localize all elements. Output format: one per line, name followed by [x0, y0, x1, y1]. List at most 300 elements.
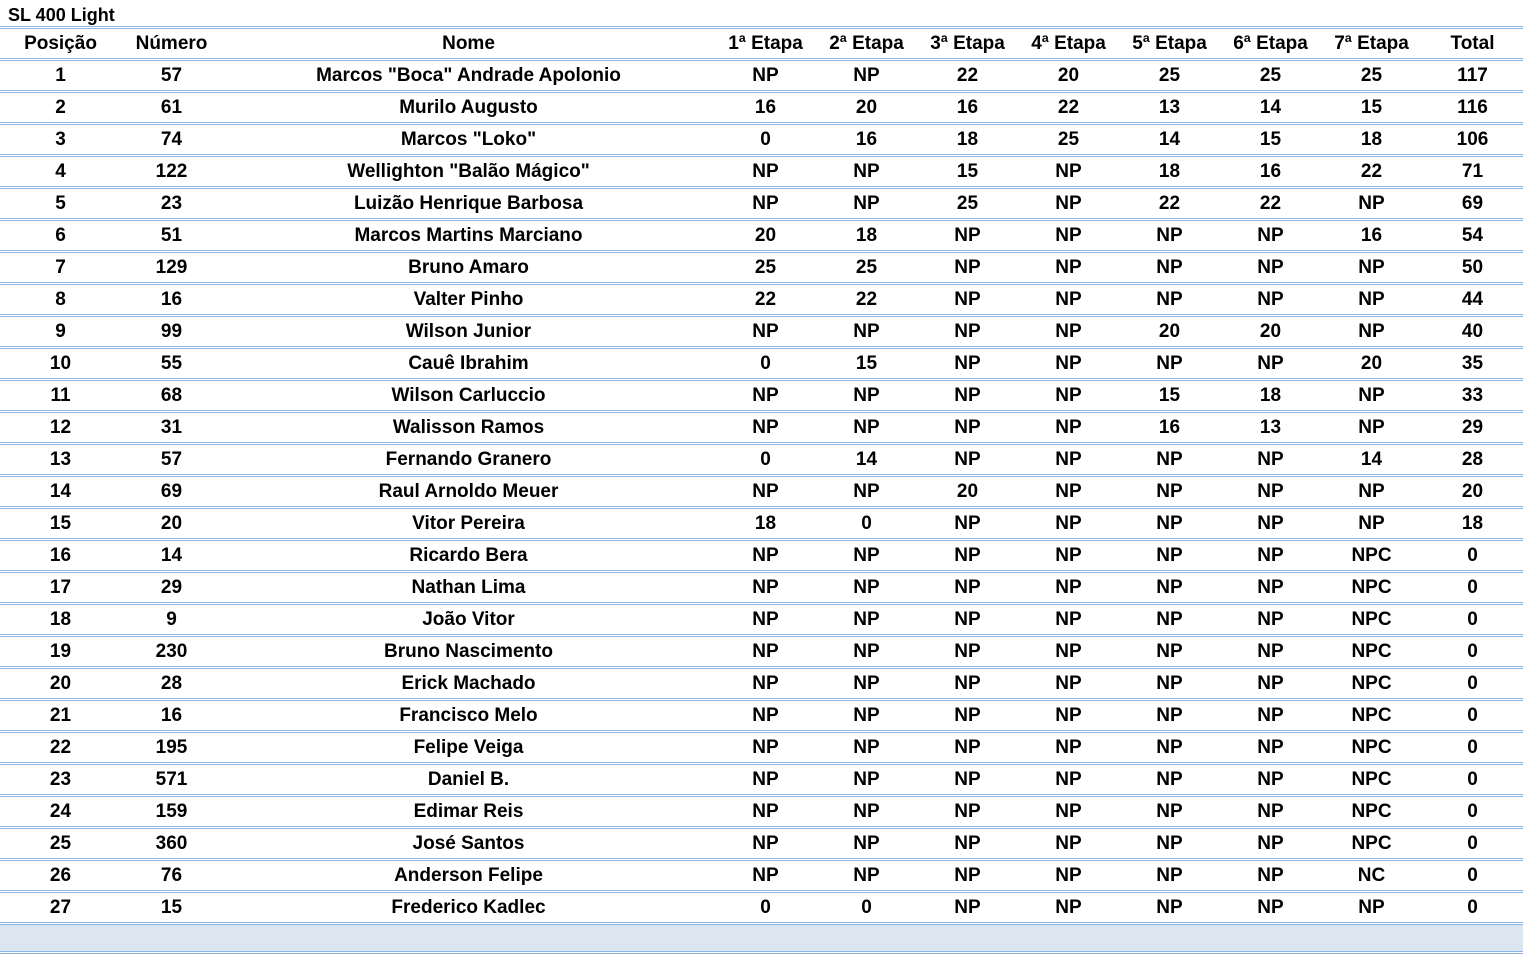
cell-etapa-1: NP — [715, 60, 816, 92]
table-row — [0, 860, 1523, 892]
col-header-etapa-2: 2ª Etapa — [816, 29, 917, 60]
cell-etapa-4: NP — [1018, 348, 1119, 380]
cell-etapa-1: 0 — [715, 892, 816, 924]
cell-etapa-2: NP — [816, 572, 917, 604]
cell-etapa-2: NP — [816, 828, 917, 860]
cell-nome: Cauê Ibrahim — [222, 348, 715, 380]
cell-etapa-6: 14 — [1220, 92, 1321, 124]
cell-etapa-1: NP — [715, 572, 816, 604]
cell-etapa-3: NP — [917, 284, 1018, 316]
cell-etapa-1: 16 — [715, 92, 816, 124]
cell-etapa-4: NP — [1018, 796, 1119, 828]
cell-total: 44 — [1422, 284, 1523, 316]
standings-table — [0, 29, 1523, 954]
cell-total: 33 — [1422, 380, 1523, 412]
cell-etapa-3: NP — [917, 348, 1018, 380]
cell-etapa-1: NP — [715, 540, 816, 572]
cell-etapa-4: NP — [1018, 892, 1119, 924]
cell-posicao: 6 — [0, 220, 121, 252]
cell-etapa-6: NP — [1220, 828, 1321, 860]
cell-posicao: 23 — [0, 764, 121, 796]
cell-etapa-3: NP — [917, 316, 1018, 348]
cell-etapa-4: NP — [1018, 380, 1119, 412]
cell-etapa-1: NP — [715, 636, 816, 668]
cell-etapa-5: 25 — [1119, 60, 1220, 92]
cell-etapa-2: 16 — [816, 124, 917, 156]
cell-etapa-4: NP — [1018, 220, 1119, 252]
cell-etapa-2: NP — [816, 380, 917, 412]
cell-etapa-2: 14 — [816, 444, 917, 476]
cell-etapa-3: NP — [917, 796, 1018, 828]
cell-etapa-2: 18 — [816, 220, 917, 252]
cell-numero: 159 — [121, 796, 222, 828]
cell-etapa-4: NP — [1018, 764, 1119, 796]
cell-etapa-7: NP — [1321, 476, 1422, 508]
cell-etapa-3: NP — [917, 732, 1018, 764]
cell-total: 50 — [1422, 252, 1523, 284]
cell-total: 0 — [1422, 892, 1523, 924]
cell-etapa-4: NP — [1018, 860, 1119, 892]
table-row — [0, 828, 1523, 860]
cell-posicao: 14 — [0, 476, 121, 508]
cell-posicao: 25 — [0, 828, 121, 860]
cell-etapa-4: NP — [1018, 284, 1119, 316]
cell-etapa-7: NPC — [1321, 732, 1422, 764]
footer-row — [0, 924, 1523, 953]
cell-etapa-6: NP — [1220, 892, 1321, 924]
table-row — [0, 508, 1523, 540]
cell-nome: Marcos "Loko" — [222, 124, 715, 156]
table-row — [0, 572, 1523, 604]
cell-numero: 61 — [121, 92, 222, 124]
cell-total: 35 — [1422, 348, 1523, 380]
cell-posicao: 10 — [0, 348, 121, 380]
cell-etapa-2: NP — [816, 540, 917, 572]
cell-etapa-6: 20 — [1220, 316, 1321, 348]
cell-posicao: 27 — [0, 892, 121, 924]
table-row — [0, 764, 1523, 796]
cell-posicao: 26 — [0, 860, 121, 892]
cell-etapa-7: NPC — [1321, 604, 1422, 636]
cell-nome: Valter Pinho — [222, 284, 715, 316]
cell-etapa-5: NP — [1119, 700, 1220, 732]
cell-etapa-5: NP — [1119, 284, 1220, 316]
cell-etapa-4: NP — [1018, 700, 1119, 732]
cell-numero: 31 — [121, 412, 222, 444]
table-row — [0, 348, 1523, 380]
cell-etapa-3: NP — [917, 828, 1018, 860]
cell-etapa-7: NP — [1321, 508, 1422, 540]
cell-etapa-7: 14 — [1321, 444, 1422, 476]
cell-etapa-7: NPC — [1321, 796, 1422, 828]
cell-etapa-5: 16 — [1119, 412, 1220, 444]
cell-etapa-1: NP — [715, 412, 816, 444]
cell-etapa-7: NP — [1321, 892, 1422, 924]
cell-total: 69 — [1422, 188, 1523, 220]
cell-nome: Nathan Lima — [222, 572, 715, 604]
cell-etapa-3: NP — [917, 700, 1018, 732]
cell-etapa-2: 25 — [816, 252, 917, 284]
cell-nome: Marcos "Boca" Andrade Apolonio — [222, 60, 715, 92]
cell-etapa-6: 25 — [1220, 60, 1321, 92]
cell-etapa-7: NPC — [1321, 636, 1422, 668]
cell-etapa-1: NP — [715, 380, 816, 412]
cell-numero: 74 — [121, 124, 222, 156]
cell-etapa-5: 22 — [1119, 188, 1220, 220]
cell-etapa-1: NP — [715, 700, 816, 732]
cell-etapa-1: 20 — [715, 220, 816, 252]
cell-total: 71 — [1422, 156, 1523, 188]
cell-etapa-6: 22 — [1220, 188, 1321, 220]
cell-numero: 68 — [121, 380, 222, 412]
cell-posicao: 21 — [0, 700, 121, 732]
cell-posicao: 16 — [0, 540, 121, 572]
cell-etapa-4: NP — [1018, 604, 1119, 636]
cell-nome: Wilson Carluccio — [222, 380, 715, 412]
cell-etapa-1: 18 — [715, 508, 816, 540]
col-header-etapa-7: 7ª Etapa — [1321, 29, 1422, 60]
cell-etapa-1: NP — [715, 604, 816, 636]
cell-numero: 15 — [121, 892, 222, 924]
cell-etapa-2: NP — [816, 412, 917, 444]
cell-etapa-2: NP — [816, 316, 917, 348]
cell-etapa-4: NP — [1018, 508, 1119, 540]
table-row — [0, 476, 1523, 508]
cell-nome: Ricardo Bera — [222, 540, 715, 572]
cell-nome: Wilson Junior — [222, 316, 715, 348]
cell-etapa-3: NP — [917, 892, 1018, 924]
cell-etapa-7: 22 — [1321, 156, 1422, 188]
table-row — [0, 732, 1523, 764]
cell-numero: 29 — [121, 572, 222, 604]
table-row — [0, 700, 1523, 732]
cell-posicao: 20 — [0, 668, 121, 700]
cell-posicao: 9 — [0, 316, 121, 348]
cell-etapa-7: NP — [1321, 316, 1422, 348]
cell-etapa-6: NP — [1220, 700, 1321, 732]
cell-etapa-4: NP — [1018, 444, 1119, 476]
cell-numero: 57 — [121, 444, 222, 476]
cell-etapa-1: NP — [715, 316, 816, 348]
cell-etapa-7: NPC — [1321, 572, 1422, 604]
cell-etapa-4: NP — [1018, 412, 1119, 444]
cell-etapa-5: NP — [1119, 252, 1220, 284]
cell-total: 18 — [1422, 508, 1523, 540]
cell-etapa-5: NP — [1119, 732, 1220, 764]
cell-etapa-5: NP — [1119, 860, 1220, 892]
cell-etapa-4: NP — [1018, 668, 1119, 700]
cell-numero: 360 — [121, 828, 222, 860]
cell-etapa-1: 0 — [715, 124, 816, 156]
cell-etapa-3: 18 — [917, 124, 1018, 156]
cell-etapa-4: 20 — [1018, 60, 1119, 92]
cell-etapa-6: NP — [1220, 220, 1321, 252]
cell-etapa-1: 22 — [715, 284, 816, 316]
cell-numero: 9 — [121, 604, 222, 636]
cell-etapa-7: NP — [1321, 412, 1422, 444]
cell-total: 0 — [1422, 540, 1523, 572]
table-row — [0, 220, 1523, 252]
cell-etapa-7: NP — [1321, 252, 1422, 284]
table-row — [0, 412, 1523, 444]
cell-numero: 16 — [121, 284, 222, 316]
cell-etapa-6: 16 — [1220, 156, 1321, 188]
cell-etapa-5: 18 — [1119, 156, 1220, 188]
cell-etapa-6: NP — [1220, 540, 1321, 572]
cell-nome: João Vitor — [222, 604, 715, 636]
cell-etapa-3: NP — [917, 444, 1018, 476]
table-row — [0, 316, 1523, 348]
table-row — [0, 636, 1523, 668]
cell-etapa-5: 14 — [1119, 124, 1220, 156]
cell-etapa-6: NP — [1220, 796, 1321, 828]
cell-nome: Bruno Amaro — [222, 252, 715, 284]
cell-numero: 129 — [121, 252, 222, 284]
cell-etapa-3: 15 — [917, 156, 1018, 188]
cell-etapa-7: NPC — [1321, 764, 1422, 796]
cell-etapa-7: 18 — [1321, 124, 1422, 156]
cell-numero: 55 — [121, 348, 222, 380]
cell-etapa-5: NP — [1119, 668, 1220, 700]
cell-etapa-7: NP — [1321, 188, 1422, 220]
cell-posicao: 17 — [0, 572, 121, 604]
sheet-title: SL 400 Light — [0, 0, 1523, 29]
cell-etapa-1: NP — [715, 828, 816, 860]
col-header-etapa-6: 6ª Etapa — [1220, 29, 1321, 60]
cell-total: 0 — [1422, 860, 1523, 892]
table-row — [0, 380, 1523, 412]
cell-posicao: 12 — [0, 412, 121, 444]
cell-posicao: 13 — [0, 444, 121, 476]
cell-posicao: 22 — [0, 732, 121, 764]
cell-etapa-6: NP — [1220, 252, 1321, 284]
cell-etapa-3: NP — [917, 668, 1018, 700]
cell-etapa-3: 20 — [917, 476, 1018, 508]
cell-etapa-2: NP — [816, 636, 917, 668]
col-header-numero: Número — [121, 29, 222, 60]
cell-etapa-5: NP — [1119, 604, 1220, 636]
cell-total: 0 — [1422, 796, 1523, 828]
col-header-total: Total — [1422, 29, 1523, 60]
cell-etapa-1: NP — [715, 796, 816, 828]
col-header-posicao: Posição — [0, 29, 121, 60]
cell-numero: 20 — [121, 508, 222, 540]
cell-etapa-2: NP — [816, 796, 917, 828]
cell-nome: Murilo Augusto — [222, 92, 715, 124]
cell-etapa-4: 25 — [1018, 124, 1119, 156]
cell-etapa-4: NP — [1018, 316, 1119, 348]
cell-etapa-3: 22 — [917, 60, 1018, 92]
cell-etapa-2: 22 — [816, 284, 917, 316]
table-row — [0, 668, 1523, 700]
cell-total: 29 — [1422, 412, 1523, 444]
cell-total: 0 — [1422, 572, 1523, 604]
cell-etapa-6: NP — [1220, 604, 1321, 636]
cell-etapa-7: NP — [1321, 380, 1422, 412]
cell-numero: 99 — [121, 316, 222, 348]
cell-etapa-2: NP — [816, 860, 917, 892]
cell-etapa-2: NP — [816, 764, 917, 796]
cell-posicao: 19 — [0, 636, 121, 668]
cell-etapa-5: NP — [1119, 572, 1220, 604]
cell-etapa-7: NPC — [1321, 828, 1422, 860]
cell-nome: Bruno Nascimento — [222, 636, 715, 668]
cell-etapa-6: NP — [1220, 668, 1321, 700]
cell-etapa-2: NP — [816, 156, 917, 188]
cell-etapa-1: NP — [715, 668, 816, 700]
cell-etapa-5: NP — [1119, 220, 1220, 252]
cell-etapa-6: NP — [1220, 348, 1321, 380]
cell-etapa-3: NP — [917, 380, 1018, 412]
cell-etapa-6: 18 — [1220, 380, 1321, 412]
cell-etapa-5: NP — [1119, 796, 1220, 828]
cell-etapa-2: NP — [816, 700, 917, 732]
cell-etapa-2: 0 — [816, 892, 917, 924]
cell-etapa-6: NP — [1220, 444, 1321, 476]
cell-nome: Luizão Henrique Barbosa — [222, 188, 715, 220]
table-row — [0, 156, 1523, 188]
cell-etapa-4: NP — [1018, 156, 1119, 188]
cell-total: 117 — [1422, 60, 1523, 92]
cell-etapa-6: NP — [1220, 572, 1321, 604]
cell-etapa-5: NP — [1119, 444, 1220, 476]
cell-etapa-7: 25 — [1321, 60, 1422, 92]
cell-nome: Frederico Kadlec — [222, 892, 715, 924]
cell-total: 0 — [1422, 604, 1523, 636]
cell-nome: Walisson Ramos — [222, 412, 715, 444]
cell-etapa-3: NP — [917, 764, 1018, 796]
cell-nome: Raul Arnoldo Meuer — [222, 476, 715, 508]
table-row — [0, 892, 1523, 924]
cell-etapa-4: NP — [1018, 572, 1119, 604]
table-row — [0, 444, 1523, 476]
cell-numero: 51 — [121, 220, 222, 252]
cell-posicao: 24 — [0, 796, 121, 828]
cell-nome: Felipe Veiga — [222, 732, 715, 764]
cell-posicao: 18 — [0, 604, 121, 636]
col-header-etapa-5: 5ª Etapa — [1119, 29, 1220, 60]
cell-etapa-3: 16 — [917, 92, 1018, 124]
cell-numero: 57 — [121, 60, 222, 92]
cell-etapa-5: NP — [1119, 540, 1220, 572]
cell-etapa-4: NP — [1018, 476, 1119, 508]
cell-numero: 28 — [121, 668, 222, 700]
cell-posicao: 2 — [0, 92, 121, 124]
cell-posicao: 7 — [0, 252, 121, 284]
cell-etapa-1: 0 — [715, 348, 816, 380]
cell-numero: 122 — [121, 156, 222, 188]
cell-nome: Wellighton "Balão Mágico" — [222, 156, 715, 188]
cell-etapa-5: 13 — [1119, 92, 1220, 124]
cell-etapa-7: 15 — [1321, 92, 1422, 124]
cell-etapa-5: NP — [1119, 348, 1220, 380]
cell-etapa-4: NP — [1018, 188, 1119, 220]
cell-numero: 23 — [121, 188, 222, 220]
table-body — [0, 60, 1523, 924]
cell-etapa-3: NP — [917, 252, 1018, 284]
cell-etapa-3: NP — [917, 508, 1018, 540]
cell-etapa-3: NP — [917, 412, 1018, 444]
cell-etapa-6: NP — [1220, 476, 1321, 508]
footer-cell — [0, 924, 1523, 953]
col-header-etapa-1: 1ª Etapa — [715, 29, 816, 60]
cell-nome: Erick Machado — [222, 668, 715, 700]
cell-etapa-1: NP — [715, 188, 816, 220]
table-row — [0, 796, 1523, 828]
cell-etapa-7: NP — [1321, 284, 1422, 316]
cell-posicao: 3 — [0, 124, 121, 156]
cell-total: 0 — [1422, 764, 1523, 796]
cell-etapa-5: NP — [1119, 476, 1220, 508]
table-row — [0, 252, 1523, 284]
cell-etapa-1: NP — [715, 156, 816, 188]
cell-etapa-2: 15 — [816, 348, 917, 380]
cell-numero: 14 — [121, 540, 222, 572]
cell-etapa-1: NP — [715, 732, 816, 764]
cell-nome: Edimar Reis — [222, 796, 715, 828]
cell-posicao: 15 — [0, 508, 121, 540]
cell-etapa-2: NP — [816, 732, 917, 764]
cell-etapa-2: 20 — [816, 92, 917, 124]
table-row — [0, 60, 1523, 92]
cell-etapa-5: NP — [1119, 828, 1220, 860]
cell-etapa-6: NP — [1220, 764, 1321, 796]
cell-total: 116 — [1422, 92, 1523, 124]
table-row — [0, 124, 1523, 156]
cell-total: 54 — [1422, 220, 1523, 252]
cell-etapa-6: NP — [1220, 860, 1321, 892]
cell-nome: Daniel B. — [222, 764, 715, 796]
col-header-etapa-3: 3ª Etapa — [917, 29, 1018, 60]
cell-posicao: 8 — [0, 284, 121, 316]
cell-etapa-5: NP — [1119, 508, 1220, 540]
cell-etapa-3: NP — [917, 220, 1018, 252]
col-header-etapa-4: 4ª Etapa — [1018, 29, 1119, 60]
cell-total: 0 — [1422, 732, 1523, 764]
cell-etapa-4: NP — [1018, 636, 1119, 668]
cell-etapa-7: 16 — [1321, 220, 1422, 252]
cell-etapa-6: NP — [1220, 636, 1321, 668]
cell-nome: Anderson Felipe — [222, 860, 715, 892]
table-row — [0, 284, 1523, 316]
cell-etapa-1: 0 — [715, 444, 816, 476]
cell-posicao: 4 — [0, 156, 121, 188]
cell-etapa-3: NP — [917, 604, 1018, 636]
cell-etapa-5: NP — [1119, 636, 1220, 668]
header-row — [0, 29, 1523, 60]
cell-etapa-3: NP — [917, 572, 1018, 604]
table-row — [0, 540, 1523, 572]
cell-total: 0 — [1422, 668, 1523, 700]
cell-etapa-5: 20 — [1119, 316, 1220, 348]
cell-etapa-3: NP — [917, 860, 1018, 892]
cell-etapa-3: NP — [917, 636, 1018, 668]
table-row — [0, 92, 1523, 124]
cell-posicao: 1 — [0, 60, 121, 92]
cell-etapa-4: NP — [1018, 540, 1119, 572]
cell-etapa-1: NP — [715, 860, 816, 892]
cell-etapa-7: NPC — [1321, 668, 1422, 700]
cell-etapa-7: NPC — [1321, 540, 1422, 572]
cell-etapa-4: NP — [1018, 828, 1119, 860]
cell-numero: 571 — [121, 764, 222, 796]
cell-posicao: 11 — [0, 380, 121, 412]
cell-total: 0 — [1422, 700, 1523, 732]
cell-total: 0 — [1422, 636, 1523, 668]
cell-numero: 69 — [121, 476, 222, 508]
cell-etapa-3: NP — [917, 540, 1018, 572]
cell-posicao: 5 — [0, 188, 121, 220]
